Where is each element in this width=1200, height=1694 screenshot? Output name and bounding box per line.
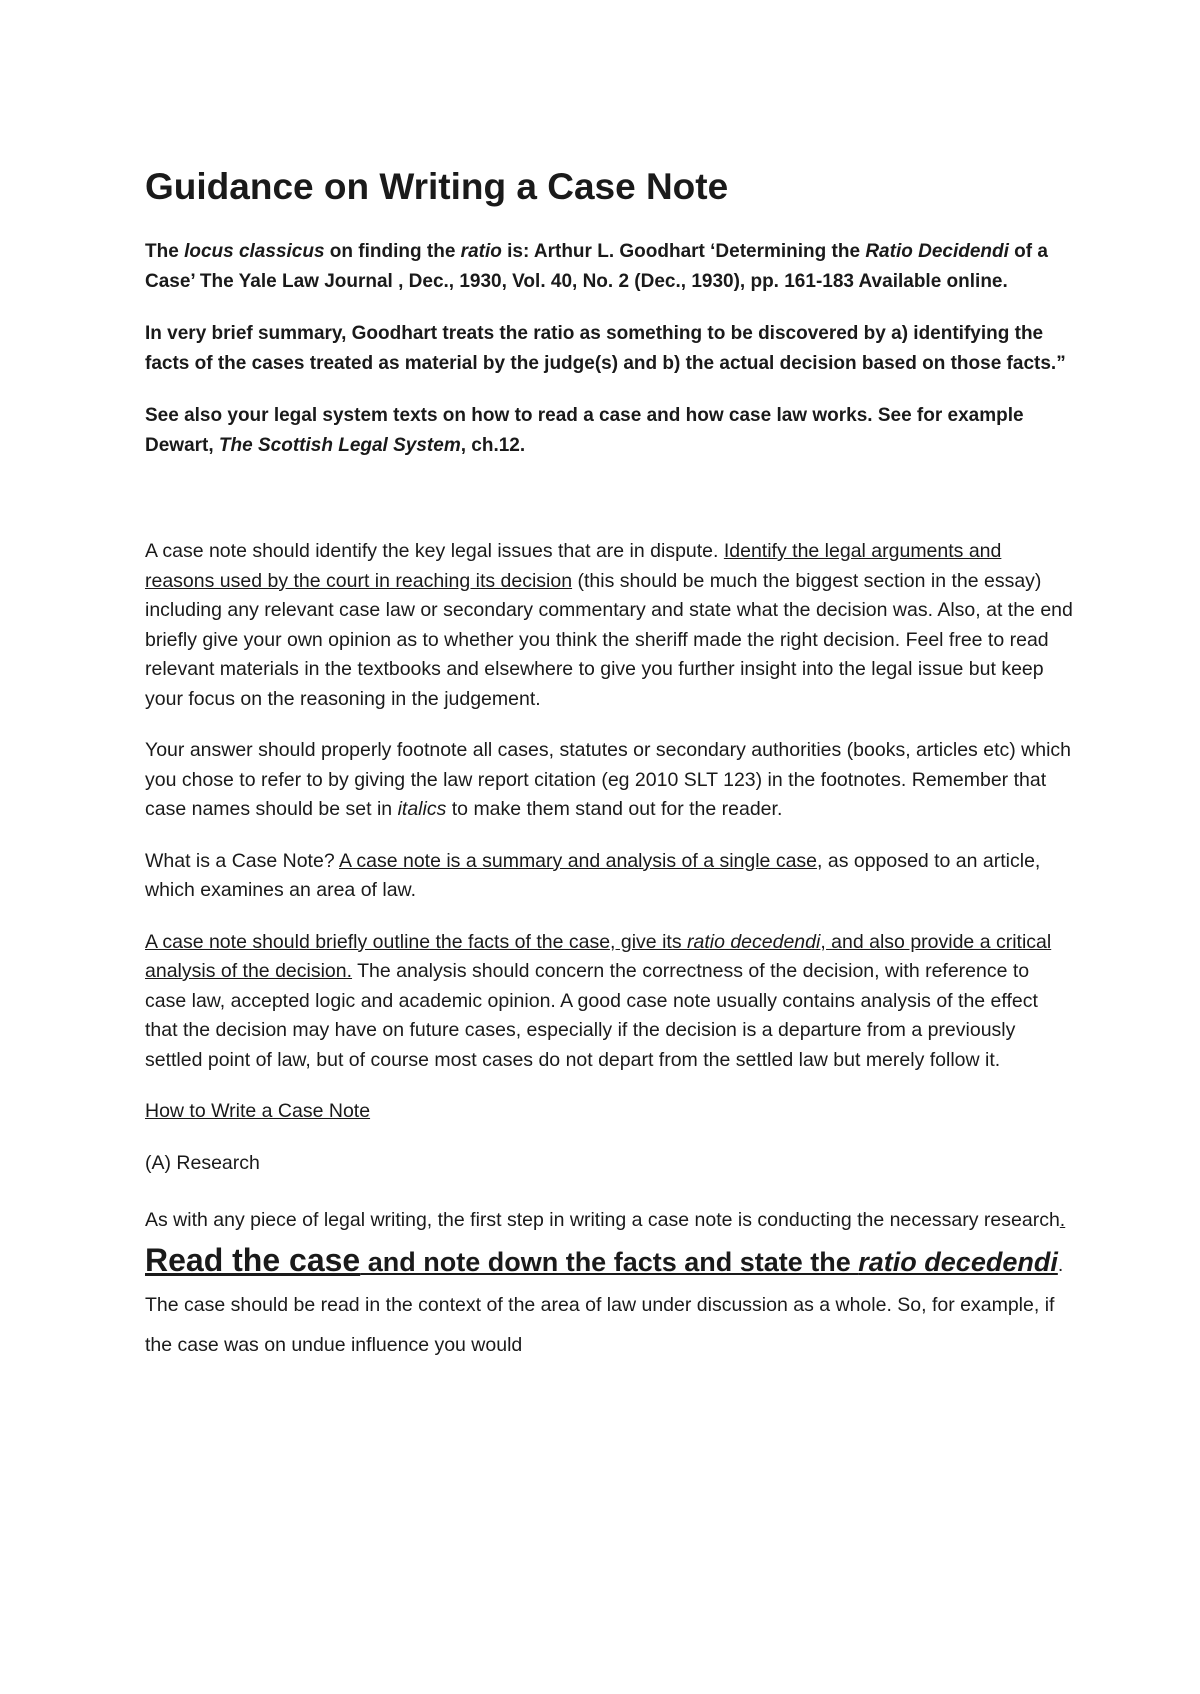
spacer — [145, 483, 1075, 537]
text-run: A case note should briefly outline the facts of the case, give its — [145, 930, 687, 953]
text-run: (this should be much the biggest section in the essay) including any relevant case law or secondary commentary and state what the decision was. Also, at the end briefly give your own opinion as to whether you think the sheriff made the right decision. Feel free to read relevant materials in the textbooks and elsewhere to give you further insight into the legal issue but keep your focus on the reasoning in the judgement. — [145, 569, 1073, 710]
text-run: The case should be read in the context of the area of law under discussion as a whole. So, for example, if the case was on undue influence you would — [145, 1294, 1055, 1356]
text-run: As with any piece of legal writing, the first step in writing a case note is conducting the necessary research — [145, 1209, 1060, 1231]
text-run: The analysis should concern the correctness of the decision, with reference to case law, accepted logic and academic opinion. A good case note usually contains analysis of the effect that the decision may have on future cases, especially if the decision is a departure from a previously settled point of law, but of course most cases do not depart from the settled law but merely follow it. — [145, 960, 1038, 1071]
goodhart-summary-paragraph: In very brief summary, Goodhart treats the ratio as something to be discovered by a) identifying the facts of the cases treated as material by the judge(s) and b) the actual decision based on those facts.” — [145, 323, 1066, 374]
text-run: of a Case’ The Yale Law Journal , Dec., 1930, Vol. 40, No. 2 (Dec., 1930), pp. 161-183 Available online. — [145, 241, 1048, 292]
italic-text: italics — [397, 798, 447, 820]
subsection-heading: (A) Research — [145, 1151, 260, 1174]
text-run: on finding the — [324, 241, 461, 262]
underlined-text: Identify the legal arguments and reasons used by the court in reaching its decision — [145, 540, 1002, 592]
page-title: Guidance on Writing a Case Note — [145, 166, 729, 207]
italic-text: locus classicus — [184, 241, 325, 262]
text-run: The — [145, 241, 185, 262]
text-run: , and also provide a critical analysis of the decision. — [145, 930, 1052, 982]
research-paragraph — [145, 1200, 1075, 1365]
italic-text: ratio decedendi — [686, 930, 821, 953]
italic-text: ratio — [460, 241, 502, 262]
underlined-text: A case note is a summary and analysis of a single case, — [339, 849, 823, 872]
text-run: and note down the facts and state the — [360, 1247, 859, 1277]
text-run: to make them stand out for the reader. — [446, 798, 783, 820]
text-run: is: Arthur L. Goodhart ‘Determining the — [501, 241, 866, 262]
emphasized-text: Read the case — [145, 1242, 361, 1278]
text-run: , ch.12. — [460, 435, 526, 456]
section-heading: How to Write a Case Note — [145, 1100, 371, 1122]
text-run: A case note should identify the key legal issues that are in dispute. — [145, 540, 724, 562]
document-page — [145, 165, 1075, 1365]
outline-paragraph — [145, 928, 1075, 1076]
book-title: The Scottish Legal System — [218, 435, 461, 456]
see-also-paragraph — [145, 401, 1075, 461]
footnote-paragraph — [145, 736, 1075, 825]
key-issues-paragraph — [145, 537, 1075, 714]
italic-text: Ratio Decidendi — [865, 241, 1009, 262]
text-run: . — [1057, 1254, 1064, 1276]
text-run: Your answer should properly footnote all cases, statutes or secondary authorities (books, articles etc) which you chose to refer to by giving the law report citation (eg 2010 SLT 123) in the footnotes. Remember that case names should be set in — [145, 739, 1072, 820]
italic-text: ratio decedendi — [858, 1247, 1058, 1277]
text-run: . — [1059, 1209, 1066, 1231]
emphasized-text — [360, 1247, 1058, 1277]
what-is-case-note-paragraph — [145, 847, 1075, 906]
locus-classicus-paragraph — [145, 237, 1075, 297]
text-run: as opposed to an article, which examines an area of law. — [145, 849, 1041, 901]
text-run: See also your legal system texts on how to read a case and how case law works. See for example Dewart, — [145, 405, 1024, 456]
text-run: What is a Case Note? — [145, 849, 340, 872]
